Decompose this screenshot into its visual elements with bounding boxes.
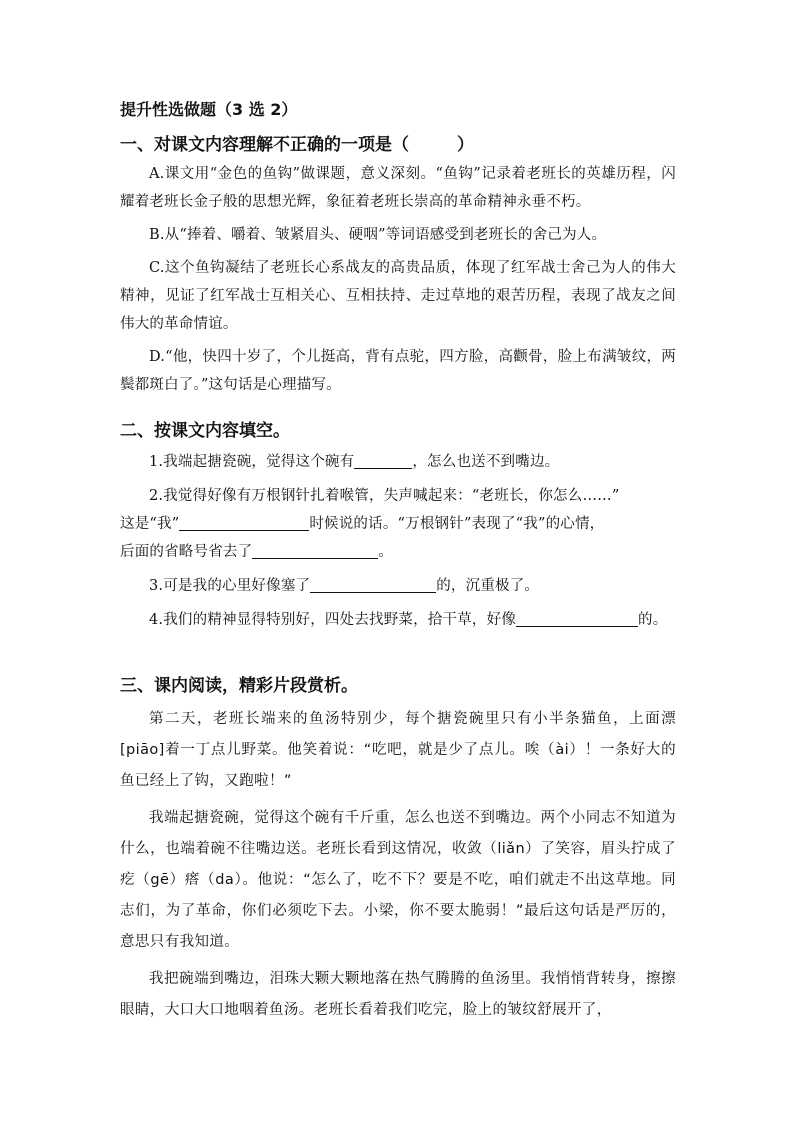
- option-a: A.课文用“金色的鱼钩”做课题，意义深刻。“鱼钩”记录着老班长的英雄历程，闪耀着老班长金子般的思想光辉，象征着老班长崇高的革命精神永垂不朽。: [120, 166, 676, 210]
- q2-part3b: 。: [378, 544, 394, 560]
- q4-after: 的。: [638, 612, 668, 628]
- fill-question-4: [120, 606, 676, 634]
- section2-heading: 二、按课文内容填空。: [120, 421, 290, 441]
- worksheet-title: 提升性选做题（3 选 2）: [120, 100, 298, 119]
- passage-paragraph-1: 第二天，老班长端来的鱼汤特别少，每个搪瓷碗里只有小半条猫鱼，上面漂[piāo]着一丁点儿野菜。他笑着说：“吃吧，就是少了点儿。唉（ài）！一条好大的鱼已经上了钩，又跑啦！”: [120, 711, 676, 789]
- option-c: C.这个鱼钩凝结了老班长心系战友的高贵品质，体现了红军战士舍己为人的伟大精神，见证了红军战士互相关心、互相扶持、走过草地的艰苦历程，表现了战友之间伟大的革命情谊。: [120, 260, 676, 332]
- fill-question-3: [120, 572, 676, 600]
- q1-blank[interactable]: [354, 452, 412, 469]
- q2-blank-1[interactable]: [179, 514, 309, 531]
- passage-paragraph-3: 我把碗端到嘴边，泪珠大颗大颗地落在热气腾腾的鱼汤里。我悄悄背转身，擦擦眼睛，大口大口地咽着鱼汤。老班长看着我们吃完，脸上的皱纹舒展开了，: [120, 971, 676, 1018]
- q2-blank-2[interactable]: [252, 542, 378, 559]
- option-d: D.“他，快四十岁了，个儿挺高，背有点驼，四方脸，高颧骨，脸上布满皱纹，两鬓都斑白了。”这句话是心理描写。: [120, 349, 676, 393]
- section1-heading-text: 一、对课文内容理解不正确的一项是（: [120, 135, 409, 155]
- q3-before: 3.可是我的心里好像塞了: [149, 578, 311, 594]
- section3-heading: 三、课内阅读，精彩片段赏析。: [120, 676, 358, 696]
- q4-before: 4.我们的精神显得特别好，四处去找野菜，拾干草，好像: [149, 612, 517, 628]
- fill-question-2-line3: [120, 538, 676, 566]
- q1-before: 1.我端起搪瓷碗，觉得这个碗有: [149, 454, 355, 470]
- q3-blank[interactable]: [310, 576, 436, 593]
- section1-heading-close: ）: [457, 135, 474, 155]
- q3-after: 的，沉重极了。: [436, 578, 540, 594]
- section1-heading: [120, 134, 474, 156]
- q2-part2a: 这是“我”: [120, 516, 180, 532]
- section2-questions: [120, 448, 676, 634]
- q2-part3a: 后面的省略号省去了: [120, 544, 253, 560]
- passage-paragraph-2: 我端起搪瓷碗，觉得这个碗有千斤重，怎么也送不到嘴边。两个小同志不知道为什么，也端着碗不往嘴边送。老班长看到这情况，收敛（liǎn）了笑容，眉头拧成了疙（gē）瘩（da）。他说：“怎么了，吃不下？要是不吃，咱们就走不出这草地。同志们，为了革命，你们必须吃下去。小梁，你不要太脆弱！”最后这句话是严厉的，意思只有我知道。: [120, 810, 676, 950]
- section1-options: [120, 160, 676, 399]
- option-b: B.从“捧着、嚼着、皱紧眉头、硬咽”等词语感受到老班长的舍己为人。: [149, 227, 607, 243]
- q4-blank[interactable]: [516, 610, 638, 627]
- fill-question-2-line1: 2.我觉得好像有万根钢针扎着喉管，失声喊起来：“老班长，你怎么……”: [149, 488, 620, 504]
- fill-question-1: [120, 448, 676, 476]
- q2-part2b: 时候说的话。“万根钢针”表现了“我”的心情，: [309, 516, 605, 532]
- reading-passage: [120, 704, 676, 1026]
- q1-after: ，怎么也送不到嘴边。: [412, 454, 560, 470]
- fill-question-2-line2: [120, 510, 676, 538]
